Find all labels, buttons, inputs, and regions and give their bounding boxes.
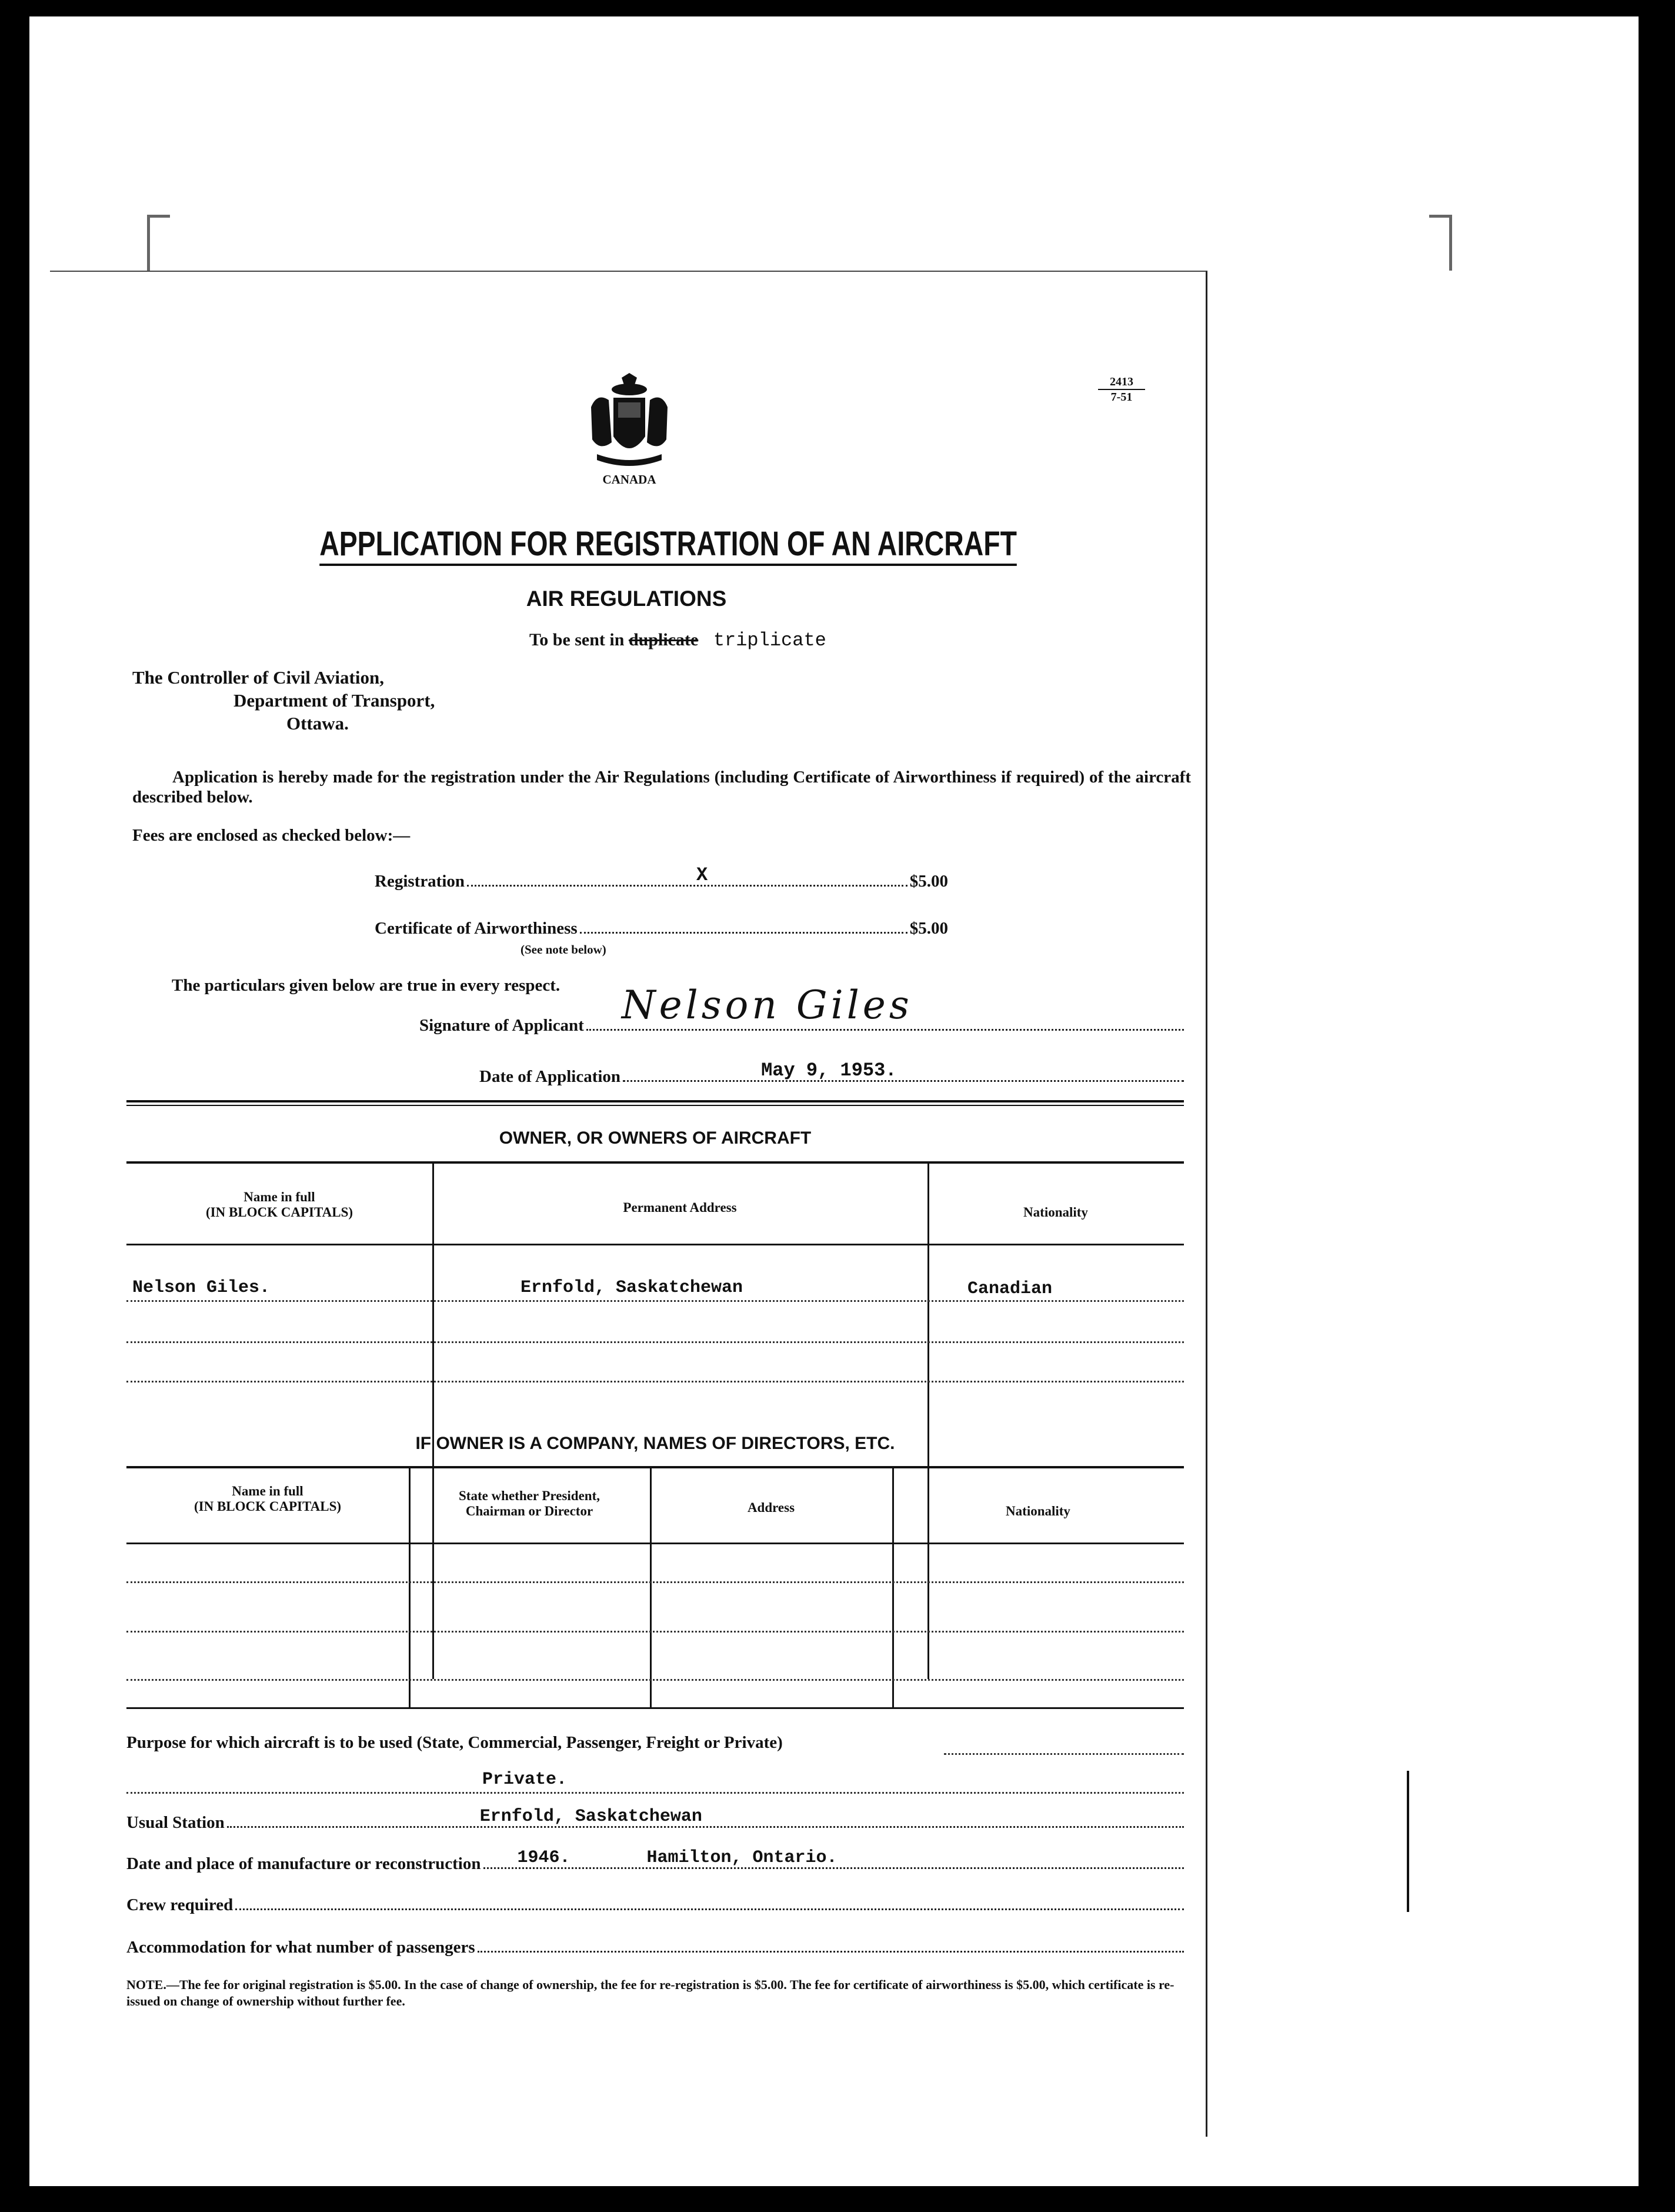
directors-row-line (126, 1679, 1184, 1681)
directors-heading: IF OWNER IS A COMPANY, NAMES OF DIRECTORS, ETC. (415, 1434, 895, 1453)
owners-col-address: Permanent Address (623, 1200, 737, 1215)
coat-of-arms (570, 372, 688, 487)
crop-mark-right (1429, 215, 1452, 271)
fees-heading: Fees are enclosed as checked below:— (132, 826, 411, 845)
application-date: May 9, 1953. (761, 1060, 897, 1081)
applicant-signature: Nelson Giles (621, 982, 913, 1028)
crew-row: Crew required (126, 1895, 1184, 1915)
crest-label: CANADA (602, 472, 656, 487)
manufacture-row: Date and place of manufacture or reconstruction 1946. Hamilton, Ontario. (126, 1854, 1184, 1874)
owners-header-rule (126, 1244, 1184, 1245)
fee-note: NOTE.—The fee for original registration is $5.00. In the case of change of ownership, the fee for re-registration is $5.00. The fee for certificate of airworthiness is $5.00, which certificate is re-issued on change of ownership without further fee. (126, 1977, 1174, 2008)
owners-col-name: Name in full (IN BLOCK CAPITALS) (205, 1190, 353, 1220)
address-line: Department of Transport, (233, 690, 435, 711)
registration-check-mark: X (696, 864, 708, 886)
purpose-label-line (944, 1753, 1184, 1755)
directors-col-name: Name in full (IN BLOCK CAPITALS) (193, 1484, 342, 1514)
owners-row-line (126, 1300, 1184, 1302)
owners-col-divider (927, 1161, 929, 1679)
purpose-label: Purpose for which aircraft is to be used (State, Commercial, Passenger, Freight or Private) (126, 1733, 783, 1752)
owners-heading: OWNER, OR OWNERS OF AIRCRAFT (499, 1128, 812, 1148)
signature-row: Signature of Applicant Nelson Giles (419, 1016, 1184, 1035)
manufacture-place: Hamilton, Ontario. (646, 1848, 838, 1868)
owner-address: Ernfold, Saskatchewan (520, 1278, 743, 1298)
passengers-row: Accommodation for what number of passengers (126, 1938, 1184, 1957)
directors-col-nationality: Nationality (1006, 1504, 1070, 1518)
directors-col-address: Address (747, 1500, 795, 1515)
declaration: The particulars given below are true in every respect. (172, 976, 560, 995)
directors-row-line (126, 1631, 1184, 1633)
intro-paragraph: Application is hereby made for the registration under the Air Regulations (including Certificate of Airworthiness if required) of the aircraft described below. (132, 768, 1191, 807)
application-form (50, 271, 1207, 2137)
owners-col-divider (432, 1161, 434, 1679)
directors-row-line (126, 1581, 1184, 1583)
owner-name: Nelson Giles. (132, 1278, 271, 1298)
scan-edge-line (1407, 1771, 1409, 1912)
owners-col-nationality: Nationality (1023, 1205, 1088, 1220)
owners-row-line (126, 1381, 1184, 1382)
fee-row-airworthiness: Certificate of Airworthiness $5.00 (375, 919, 948, 938)
directors-col-role: State whether President, Chairman or Director (459, 1488, 600, 1518)
fee-row-registration: Registration X $5.00 (375, 864, 948, 891)
crop-mark-left (147, 215, 170, 271)
station-row: Usual Station Ernfold, Saskatchewan (126, 1813, 1184, 1833)
crest-icon (585, 372, 673, 472)
owner-nationality: Canadian (967, 1279, 1053, 1299)
owners-table-top (126, 1161, 1184, 1164)
send-instruction: To be sent in duplicate triplicate (529, 629, 826, 651)
owners-row-line (126, 1341, 1184, 1343)
directors-table-bottom (126, 1707, 1184, 1709)
station-value: Ernfold, Saskatchewan (479, 1807, 702, 1827)
airworthiness-note: (See note below) (520, 942, 606, 957)
page-title: APPLICATION FOR REGISTRATION OF AN AIRCRAFT (232, 525, 1020, 566)
directors-col-divider (892, 1466, 894, 1707)
purpose-value-line (126, 1792, 1184, 1794)
address-line: Ottawa. (286, 713, 349, 734)
subtitle: AIR REGULATIONS (526, 587, 727, 611)
directors-table-top (126, 1466, 1184, 1468)
owners-rule (126, 1100, 1184, 1102)
address-line: The Controller of Civil Aviation, (132, 667, 384, 688)
date-row: Date of Application May 9, 1953. (479, 1067, 1184, 1087)
manufacture-year: 1946. (517, 1848, 570, 1868)
address-block (132, 666, 435, 735)
form-number: 2413 7-51 (1098, 375, 1145, 404)
purpose-value: Private. (482, 1770, 568, 1790)
directors-header-rule (126, 1543, 1184, 1544)
owners-rule-inner (126, 1105, 1184, 1106)
